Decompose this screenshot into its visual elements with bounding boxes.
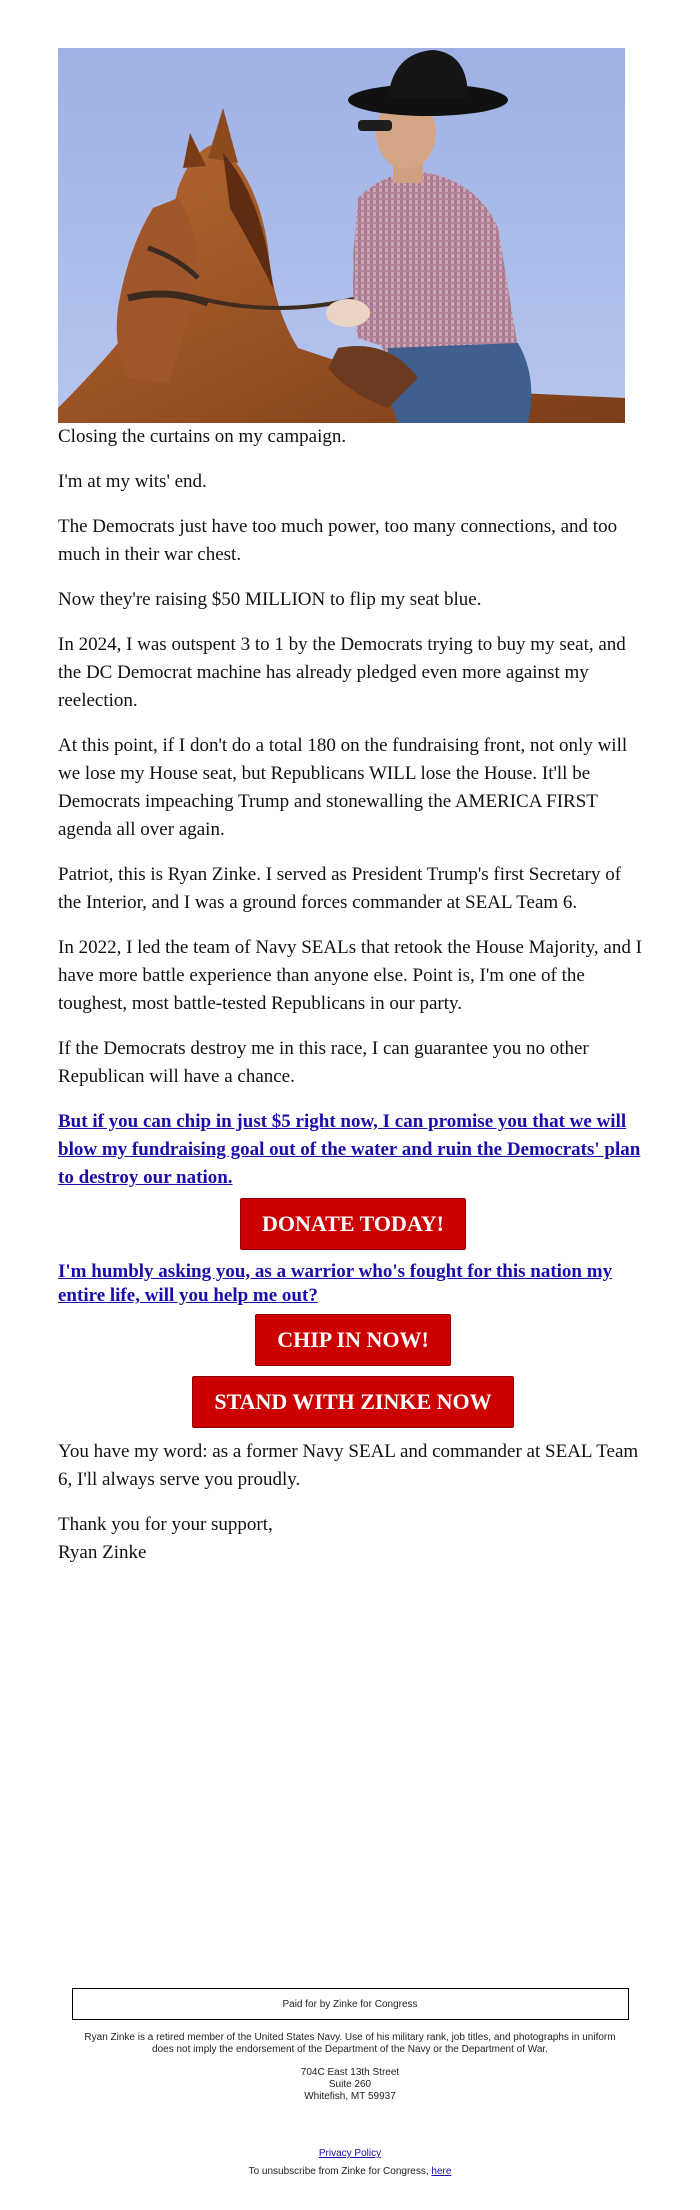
unsubscribe-link[interactable]: here bbox=[431, 2166, 452, 2177]
privacy-policy-link[interactable]: Privacy Policy bbox=[318, 2148, 382, 2159]
unsubscribe-text: To unsubscribe from Zinke for Congress, bbox=[248, 2166, 429, 2177]
signoff-name: Ryan Zinke bbox=[58, 1542, 147, 1563]
chip-in-cta-link[interactable]: But if you can chip in just $5 right now, I can promise you that we will blow my fundraising goal out of the water and ruin the Democrats' plan to destroy our nation. bbox=[58, 1111, 641, 1188]
stand-button-row bbox=[58, 1376, 648, 1428]
military-disclaimer: Ryan Zinke is a retired member of the United States Navy. Use of his military rank, job titles, and photographs in uniform does not imply the endorsement of the Department of the Navy or the Department of War. bbox=[84, 2032, 616, 2055]
paragraph: I'm at my wits' end. bbox=[58, 471, 207, 492]
address-line: Suite 260 bbox=[328, 2079, 372, 2090]
help-me-out-cta-link[interactable]: I'm humbly asking you, as a warrior who's fought for this nation my entire life, will you help me out? bbox=[58, 1261, 613, 1306]
mailing-address bbox=[0, 2067, 700, 2103]
signoff bbox=[58, 1511, 648, 1567]
cta-paragraph-1 bbox=[58, 1108, 648, 1192]
paragraph: If the Democrats destroy me in this race, I can guarantee you no other Republican will have a chance. bbox=[58, 1038, 589, 1087]
paragraph: In 2022, I led the team of Navy SEALs that retook the House Majority, and I have more battle experience than anyone else. Point is, I'm one of the toughest, most battle-tested Republicans in our party. bbox=[58, 937, 642, 1014]
closing-paragraph: You have my word: as a former Navy SEAL and commander at SEAL Team 6, I'll always serve you proudly. bbox=[58, 1441, 639, 1490]
paid-for-box bbox=[72, 1988, 629, 2020]
paragraph: In 2024, I was outspent 3 to 1 by the Democrats trying to buy my seat, and the DC Democrat machine has already pledged even more against my reelection. bbox=[58, 634, 626, 711]
paragraph: The Democrats just have too much power, too many connections, and too much in their war chest. bbox=[58, 516, 618, 565]
donate-today-button[interactable]: DONATE TODAY! bbox=[240, 1198, 466, 1250]
unsubscribe-row bbox=[0, 2166, 700, 2177]
paragraph: At this point, if I don't do a total 180 on the fundraising front, not only will we lose my House seat, but Republicans WILL lose the House. It'll be Democrats impeaching Trump and stonewalling the AMERICA FIRST agenda all over again. bbox=[58, 735, 628, 840]
paragraph: Now they're raising $50 MILLION to flip my seat blue. bbox=[58, 589, 482, 610]
email-footer bbox=[0, 1988, 700, 2177]
email-body bbox=[58, 48, 648, 1567]
cta-paragraph-2 bbox=[58, 1260, 648, 1308]
donate-button-row bbox=[58, 1198, 648, 1250]
paragraph: Closing the curtains on my campaign. bbox=[58, 426, 347, 447]
privacy-policy-row bbox=[0, 2148, 700, 2159]
signoff-thanks: Thank you for your support, bbox=[58, 1514, 273, 1535]
address-line: 704C East 13th Street bbox=[300, 2067, 400, 2078]
chip-button-row bbox=[58, 1314, 648, 1366]
paragraph: Patriot, this is Ryan Zinke. I served as President Trump's first Secretary of the Interior, and I was a ground forces commander at SEAL Team 6. bbox=[58, 864, 622, 913]
address-line: Whitefish, MT 59937 bbox=[304, 2091, 396, 2102]
chip-in-now-button[interactable]: CHIP IN NOW! bbox=[255, 1314, 451, 1366]
paid-for-text: Paid for by Zinke for Congress bbox=[282, 1998, 418, 2010]
stand-with-zinke-button[interactable]: STAND WITH ZINKE NOW bbox=[192, 1376, 513, 1428]
hero-photo-rider-on-horse bbox=[58, 48, 625, 423]
